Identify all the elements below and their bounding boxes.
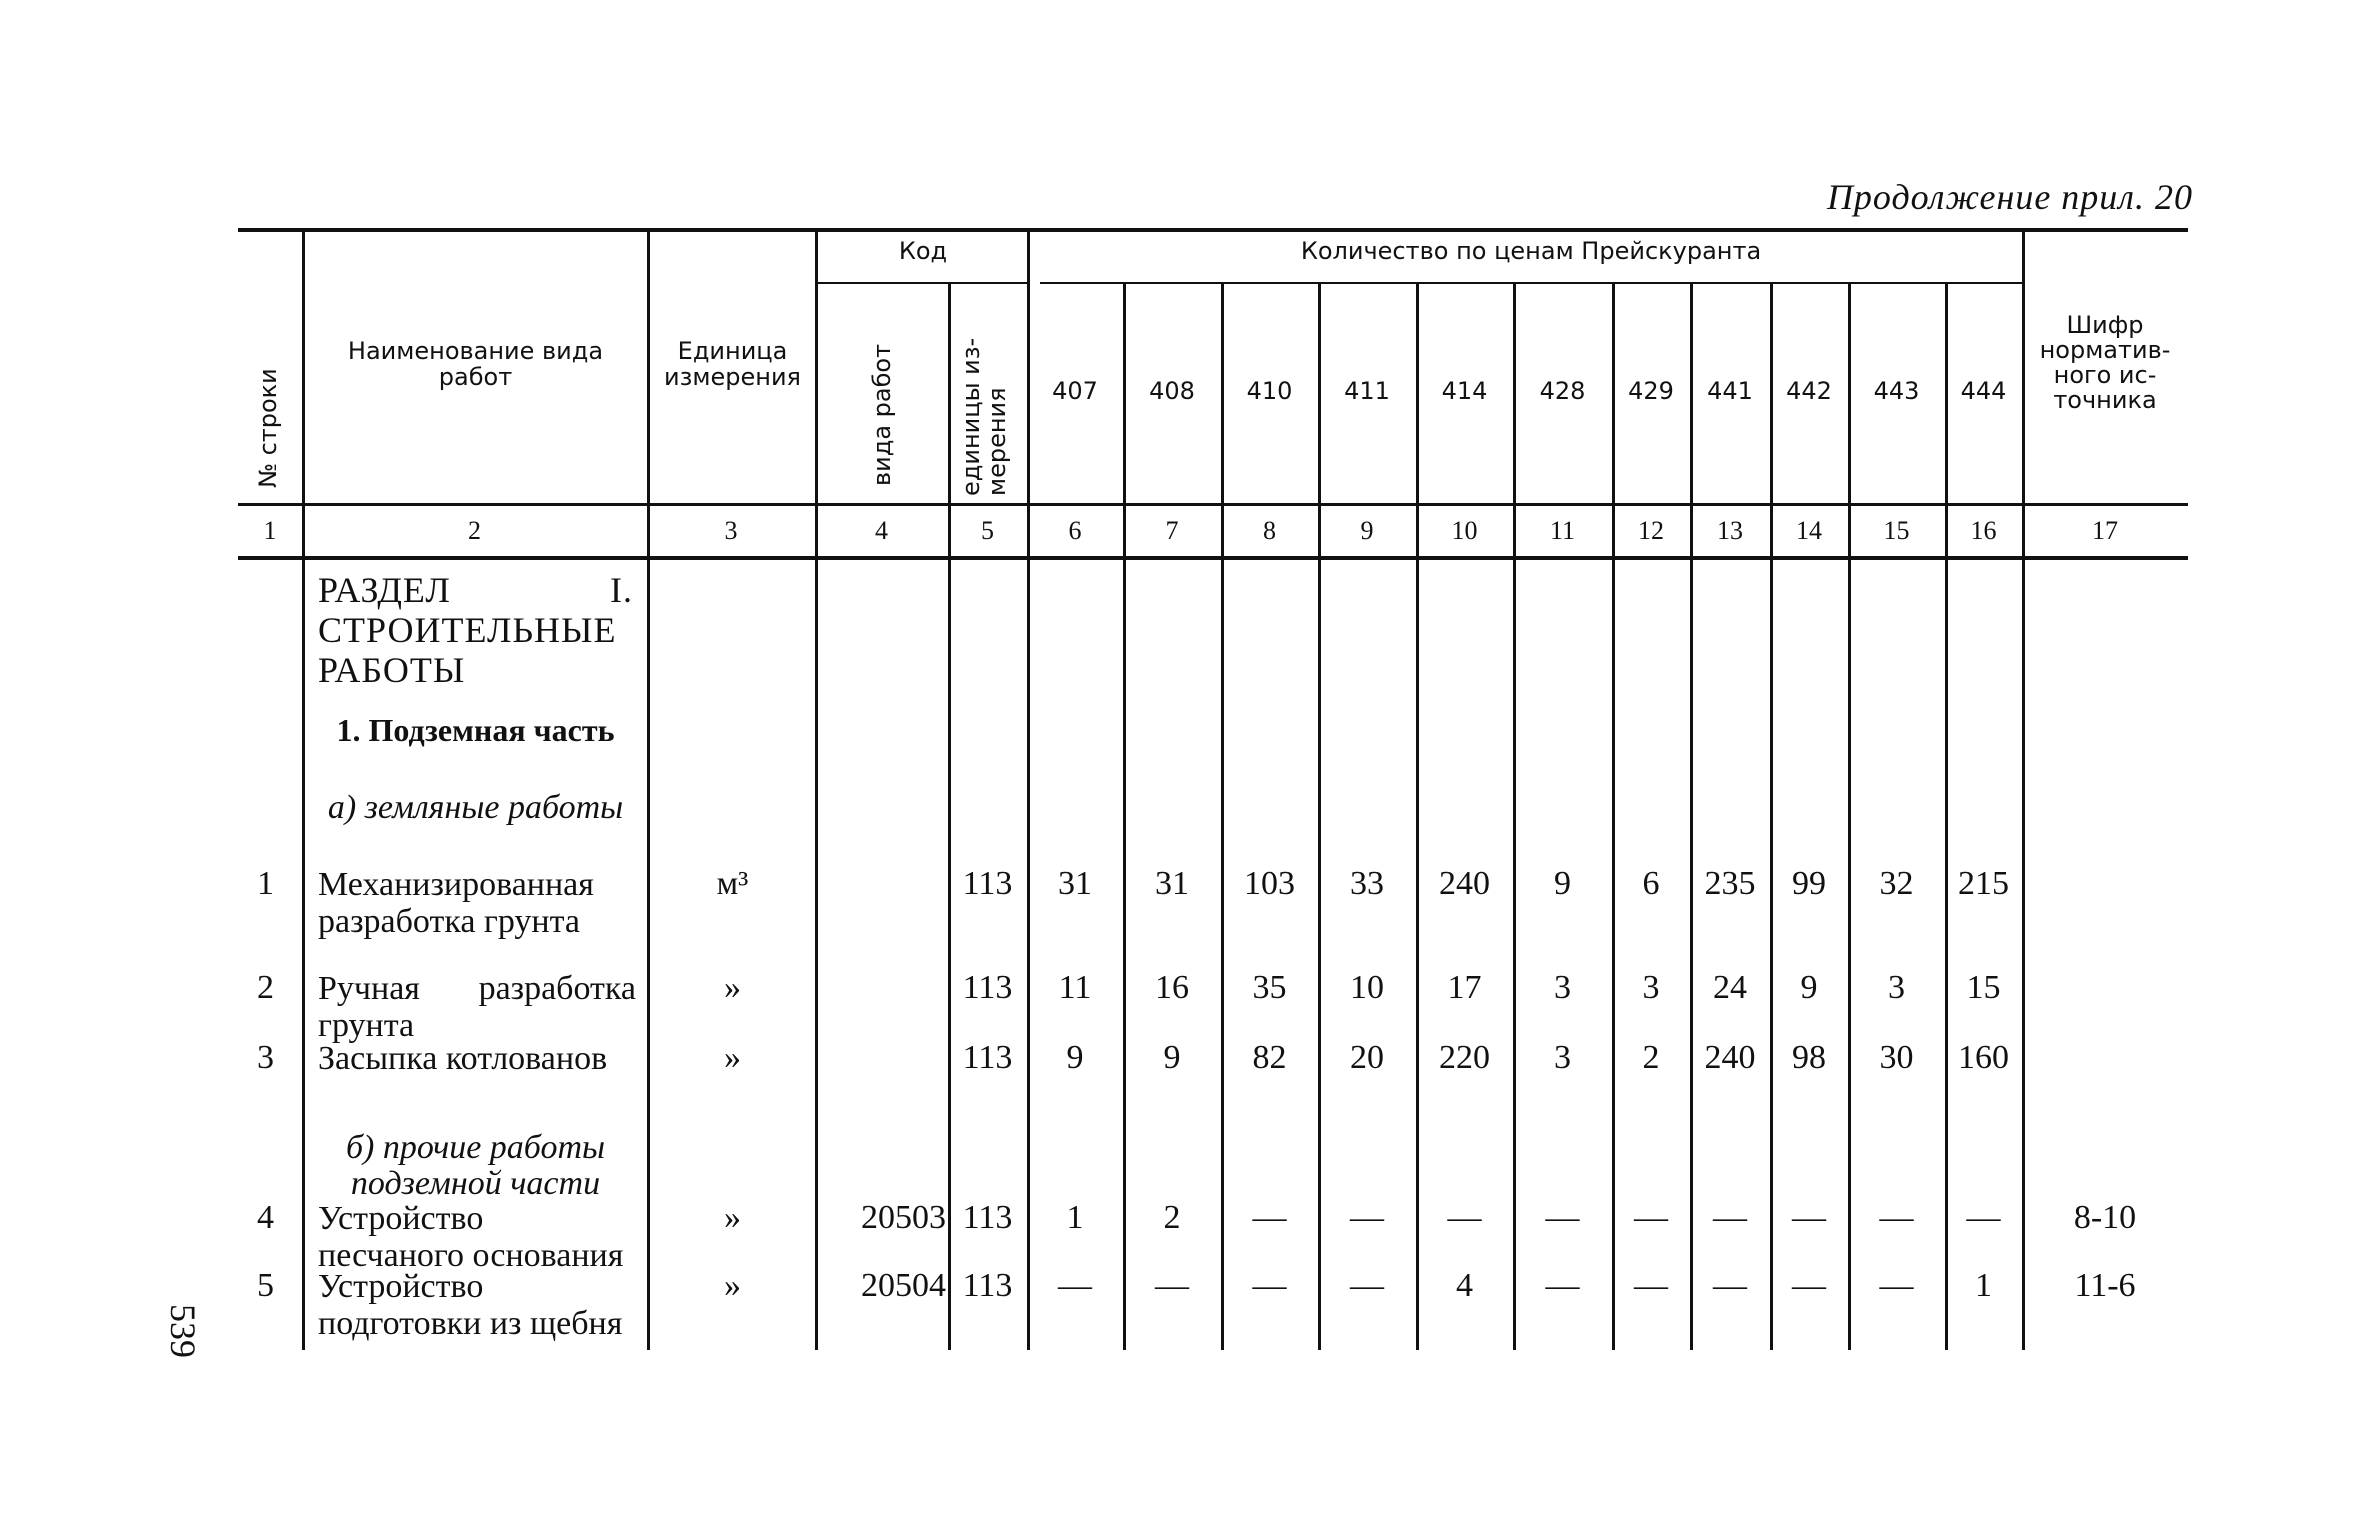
qty-group-rule [1040,282,2022,284]
header-code-group: Код [898,237,948,265]
row-qty: 33 [1350,865,1384,902]
row-source: 8-10 [2073,1199,2137,1236]
row-qty: — [1966,1199,2001,1236]
row-qty: 20 [1350,1039,1384,1076]
subsection-heading: 1. Подземная часть [336,712,615,748]
col-rule-6 [1123,284,1126,1350]
header-row-no: № строки [254,368,282,488]
row-qty: — [1634,1199,1668,1236]
row-number: 4 [257,1199,274,1236]
row-qty: 3 [1642,969,1660,1006]
row-qty: 9 [1066,1039,1084,1076]
row-unit: » [724,1267,741,1304]
row-qty: — [1350,1199,1384,1236]
row-name: Устройство подготовки из щебня [318,1268,623,1342]
row-number: 5 [257,1267,274,1304]
price-code-header: 441 [1707,377,1753,405]
column-number: 15 [1883,516,1910,545]
header-name: Наименование вида работ [347,337,604,391]
col-rule-13 [1770,284,1773,1350]
row-qty: 15 [1966,969,2001,1006]
row-name: Засыпка котлованов [318,1040,608,1077]
row-qty: 160 [1958,1039,2009,1076]
row-unit: » [724,969,741,1006]
col-rule-11 [1612,284,1615,1350]
row-number: 3 [257,1039,274,1076]
row-code-unit: 113 [962,969,1013,1006]
column-number: 13 [1717,516,1743,545]
row-qty: 1 [1066,1199,1084,1236]
col-rule-16 [2022,232,2025,1350]
row-code-work: 20504 [861,1267,946,1304]
column-number: 7 [1165,516,1179,545]
col-rule-3 [815,232,818,1350]
row-qty: 215 [1958,865,2009,902]
row-qty: 16 [1155,969,1189,1006]
code-group-rule [815,282,1027,284]
row-qty: — [1792,1267,1826,1304]
row-qty: 10 [1350,969,1384,1006]
column-number: 8 [1263,516,1276,545]
column-number: 16 [1970,516,1997,545]
price-code-header: 428 [1539,377,1586,405]
row-qty: 99 [1792,865,1826,902]
page-number-text: 539 [163,1304,203,1358]
row-name: Ручная разработка грунта [318,970,636,1044]
column-number: 4 [875,516,888,545]
row-qty: — [1058,1267,1092,1304]
row-qty: — [1713,1199,1747,1236]
row-name: Механизированная разработка грунта [318,866,594,940]
column-number: 12 [1638,516,1664,545]
row-qty: 235 [1704,865,1756,902]
row-qty: 11 [1058,969,1092,1006]
column-number: 1 [263,516,277,545]
header-code-unit [958,306,1010,496]
row-qty: 4 [1456,1267,1473,1304]
price-code-header: 443 [1873,377,1920,405]
group-a-heading: а) земляные работы [327,789,624,826]
colnum-bottom-rule [238,556,2188,560]
price-code-header: 411 [1344,377,1390,405]
row-code-unit: 113 [962,1199,1013,1236]
column-number: 14 [1796,516,1822,545]
row-qty: 98 [1792,1039,1826,1076]
row-qty: 9 [1554,865,1571,902]
row-qty: 2 [1163,1199,1181,1236]
price-code-header: 414 [1441,377,1488,405]
column-number: 2 [468,516,481,545]
row-qty: — [1879,1199,1914,1236]
row-unit: » [724,1199,741,1236]
row-qty: — [1252,1267,1287,1304]
group-b-heading: б) прочие работы подземной части [345,1129,606,1202]
row-qty: 6 [1642,865,1660,902]
row-code-unit: 113 [962,865,1013,902]
col-rule-2 [647,232,650,1350]
col-rule-9 [1416,284,1419,1350]
row-code-unit: 113 [962,1039,1013,1076]
col-rule-12 [1690,284,1693,1350]
price-code-header: 442 [1786,377,1832,405]
row-qty: 240 [1439,865,1490,902]
column-number: 6 [1068,516,1082,545]
row-number: 2 [257,969,274,1006]
row-qty: 1 [1975,1267,1992,1304]
column-number: 9 [1360,516,1374,545]
row-qty: 9 [1163,1039,1181,1076]
price-code-header: 429 [1628,377,1674,405]
row-qty: — [1447,1199,1482,1236]
row-qty: 31 [1058,865,1092,902]
header-code-unit-text: единицы из-мерения [957,337,1011,496]
row-qty: 32 [1879,865,1914,902]
col-rule-14 [1848,284,1851,1350]
row-qty: — [1350,1267,1384,1304]
price-code-header: 407 [1052,377,1098,405]
row-qty: 82 [1252,1039,1287,1076]
price-code-header: 444 [1960,377,2007,405]
col-rule-8 [1318,284,1321,1350]
row-qty: — [1634,1267,1668,1304]
row-code-work: 20503 [861,1199,946,1236]
row-qty: — [1545,1267,1580,1304]
row-qty: 2 [1642,1039,1660,1076]
row-name: Устройство песчаного основания [318,1200,624,1274]
header-source: Шифр норматив-ного ис-точника [2039,311,2171,414]
table-top-rule [238,228,2188,232]
row-qty: 3 [1888,969,1905,1006]
row-qty: — [1155,1267,1189,1304]
row-unit: м³ [716,865,749,902]
row-qty: 103 [1244,865,1295,902]
col-rule-1 [302,232,305,1350]
header-qty-group: Количество по ценам Прейскуранта [1300,237,1762,265]
row-code-unit: 113 [962,1267,1013,1304]
row-qty: — [1879,1267,1914,1304]
col-rule-15 [1945,284,1948,1350]
header-unit: Единица измерения [664,337,801,391]
row-qty: — [1713,1267,1747,1304]
price-code-header: 408 [1149,377,1195,405]
row-unit: » [724,1039,741,1076]
row-number: 1 [257,865,274,902]
row-source: 11-6 [2074,1267,2136,1304]
col-rule-10 [1513,284,1516,1350]
continuation-title: Продолжение прил. 20 [1826,177,2193,217]
row-qty: — [1792,1199,1826,1236]
row-qty: — [1252,1199,1287,1236]
header-code-work: вида работ [868,343,896,486]
row-qty: 9 [1800,969,1818,1006]
row-qty: 31 [1155,865,1189,902]
section-heading: РАЗДЕЛ I. СТРОИТЕЛЬНЫЕ РАБОТЫ [318,570,633,690]
col-rule-4 [948,284,951,1350]
row-qty: 240 [1704,1039,1756,1076]
header-bottom-rule [238,503,2188,506]
row-qty: 35 [1252,969,1287,1006]
row-qty: 17 [1447,969,1482,1006]
row-qty: 3 [1554,969,1571,1006]
row-qty: 30 [1879,1039,1914,1076]
column-number: 10 [1451,516,1478,545]
row-qty: 3 [1554,1039,1571,1076]
price-code-header: 410 [1246,377,1293,405]
row-qty: 220 [1439,1039,1490,1076]
column-number: 5 [981,516,994,545]
col-rule-7 [1221,284,1224,1350]
column-number: 17 [2092,516,2118,545]
column-number: 3 [724,516,738,545]
column-number: 11 [1549,516,1576,545]
row-qty: 24 [1713,969,1747,1006]
row-qty: — [1545,1199,1580,1236]
